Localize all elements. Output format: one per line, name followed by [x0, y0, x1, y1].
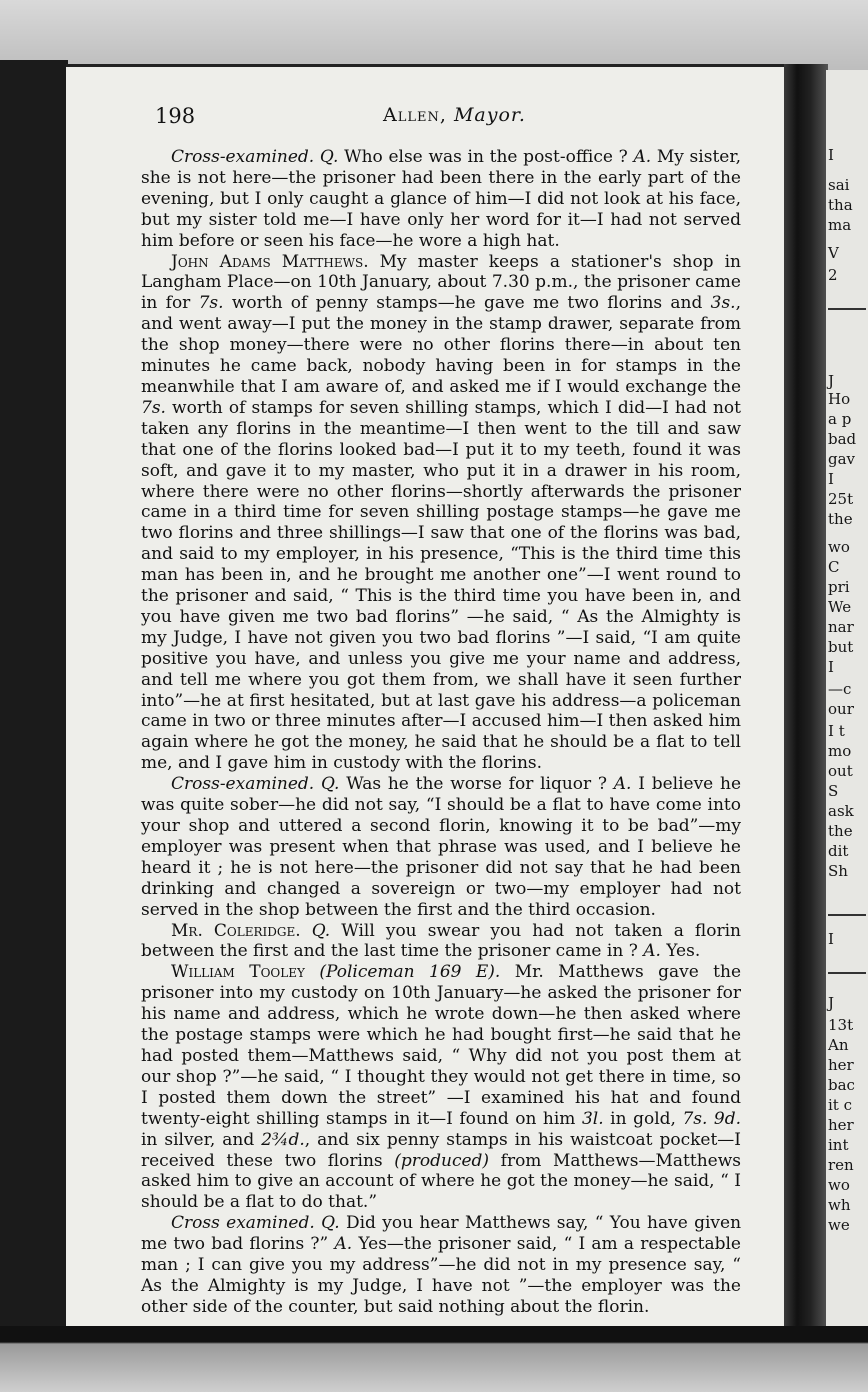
facing-page-fragment: wh	[828, 1196, 851, 1214]
answer-marker: A.	[613, 774, 632, 795]
answer-text: I believe he was quite sober—he did not say, “I should be a flat to have come into your shop and uttered a second florin, knowing it to be bad”—my employer was present when that phrase was used, and I believe he heard it ; he is not here—the prisoner did not say that he had been drinking and changed a sovereign or two—my employer had not served in the shop between the first and the third occasion.	[141, 774, 742, 920]
facing-page-rule	[828, 914, 866, 916]
question-text: Who else was in the post-office ?	[338, 147, 634, 167]
cross-examined-label: Cross-examined.	[171, 774, 315, 795]
facing-page-rule	[828, 972, 866, 974]
testimony-text: from Matthews—Matthews asked him to give an account of where he got the money—he said, “ I should be a flat to do that.”	[141, 1150, 742, 1213]
paragraph-cross-exam-3	[141, 1213, 741, 1318]
facing-page-fragment: ren	[828, 1156, 854, 1174]
scan-left-edge	[0, 60, 68, 1330]
facing-page-fragment: 2	[828, 266, 838, 284]
facing-page-fragment: C	[828, 558, 840, 576]
money-amount: 7s.	[141, 397, 166, 418]
facing-page-fragment: a p	[828, 410, 852, 428]
facing-page-fragment: but	[828, 638, 854, 656]
facing-page-fragment: our	[828, 700, 854, 718]
facing-page-fragment: wo	[828, 538, 850, 556]
witness-role: (Policeman 169 E).	[319, 962, 501, 983]
question-marker: Q.	[321, 1213, 340, 1234]
facing-page-fragment: ask	[828, 802, 854, 820]
facing-page-fragment: pri	[828, 578, 850, 596]
answer-text: Yes—the prisoner said, “ I am a respectable man ; I can give you my address”—he did not in my presence say, “ As the Almighty is my Judge, I have not ”—the employer was the other side of the counter, but said nothing about the florin.	[141, 1234, 741, 1317]
question-text: Was he the worse for liquor ?	[339, 774, 614, 795]
facing-page-fragment: we	[828, 1216, 850, 1234]
facing-page-fragment: her	[828, 1056, 854, 1074]
facing-page-fragment: the	[828, 510, 853, 528]
question-text: Will you swear you had not taken a florin between the first and the last time the prisoner came in ?	[141, 920, 741, 962]
facing-page-fragment: bac	[828, 1076, 855, 1094]
facing-page-fragment: I	[828, 146, 834, 164]
facing-page-fragment: An	[828, 1036, 849, 1054]
facing-page-fragment: V	[828, 244, 839, 262]
counsel-name: Mr. Coleridge.	[171, 920, 301, 941]
facing-page-fragment: out	[828, 762, 853, 780]
testimony-text: , and six penny stamps in his waistcoat pocket—I received these two florins	[141, 1129, 741, 1171]
testimony-text: worth of stamps for seven shilling stamps, which I did—I had not taken any florins in the meantime—I then went to the till and saw that one of the florins looked bad—I put it to my teeth, found it was soft, and gave it to my master, who put it in a drawer in his room, where there were no other florins—shortly afterwards the prisoner came in a third time for seven shilling postage stamps—he gave me two florins and three shillings—I saw that one of the florins was bad, and said to my employer, in his presence, “This is the third time this man has been in, and he brought me another one”—I went round to the prisoner and said, “ This is the third time you have been in, and you have given me two bad florins” —he said, “ As the Almighty is my Judge, I have not given you two bad florins ”—I said, “I am quite positive you have, and unless you give me your name and address, and tell me where you got them from, we shall have it seen further into”—he at first hesitated, but at last gave his address—a policeman came in two or three minutes after—I accused him—I then asked him again where he got the money, he said that he should be a flat to tell me, and I gave him in custody with the florins.	[141, 397, 741, 774]
facing-page-fragment: J	[828, 372, 835, 390]
running-head-title: Mayor.	[453, 104, 526, 126]
cross-examined-label: Cross-examined.	[171, 147, 315, 167]
testimony-text: My master keeps a stationer's shop in Langham Place—on 10th January, about 7.30 p.m., the prisoner came in for	[141, 251, 741, 314]
paragraph-matthews-testimony	[141, 252, 741, 775]
facing-page-fragment: S	[828, 782, 839, 800]
running-head	[383, 104, 526, 126]
facing-page-fragment: —c	[828, 680, 852, 698]
facing-page-fragment: it c	[828, 1096, 852, 1114]
answer-marker: A.	[643, 941, 661, 962]
answer-marker: A.	[633, 147, 652, 167]
question-marker: Q.	[320, 774, 340, 795]
money-amount: 3l.	[581, 1108, 604, 1129]
facing-page-fragment: the	[828, 822, 853, 840]
paragraph-coleridge-question	[141, 921, 741, 963]
paragraph-tooley-testimony	[141, 962, 741, 1213]
facing-page-fragment: her	[828, 1116, 854, 1134]
scan-bottom-margin	[0, 1326, 868, 1392]
facing-page-fragment: sai	[828, 176, 850, 194]
page-number: 198	[155, 104, 196, 128]
facing-page-fragment: We	[828, 598, 852, 616]
facing-page-fragment: I t	[828, 722, 845, 740]
facing-page-rule	[828, 308, 866, 310]
testimony-text: Mr. Matthews gave the prisoner into my custody on 10th January—he asked the prisoner for his name and address, which he wrote down—he then asked where the postage stamps were which he had bought first—he said that he had posted them—Matthews said, “ Why did not you post them at our shop ?”—he said, “ I thought they would not get there in time, so I posted them down the street” —I examined his hat and found twenty-eight shilling stamps in it—I found on him	[141, 962, 742, 1129]
running-head-name: Allen,	[383, 104, 447, 126]
facing-page-fragment: I	[828, 658, 834, 676]
produced-note: (produced)	[394, 1150, 490, 1171]
witness-name: William Tooley	[171, 962, 305, 983]
facing-page-fragment: ma	[828, 216, 852, 234]
facing-page-fragment: 13t	[828, 1016, 854, 1034]
money-amount: 7s.	[198, 293, 224, 314]
scan-top-margin	[0, 0, 868, 70]
answer-marker: A.	[334, 1234, 353, 1255]
money-amount: 7s. 9d.	[682, 1108, 742, 1129]
answer-text: Yes.	[660, 941, 701, 962]
answer-text: My sister, she is not here—the prisoner had been there in the early part of the evening, but I only caught a glance of him—I did not look at his face, but my sister told me—I have only her word for it—I had not served him before or seen his face—he wore a high hat.	[141, 147, 741, 251]
testimony-text: worth of penny stamps—he gave me two florins and	[223, 293, 711, 314]
testimony-text: in silver, and	[141, 1129, 262, 1150]
question-marker: Q.	[319, 147, 339, 167]
question-marker: Q.	[311, 920, 331, 941]
facing-page-fragment: int	[828, 1136, 849, 1154]
facing-page-edge	[826, 70, 868, 1326]
facing-page-fragment: tha	[828, 196, 853, 214]
facing-page-fragment: 25t	[828, 490, 854, 508]
facing-page-fragment: bad	[828, 430, 857, 448]
facing-page-fragment: dit	[828, 842, 849, 860]
book-gutter	[784, 64, 828, 1326]
facing-page-fragment: J	[828, 994, 835, 1012]
facing-page-fragment: I	[828, 470, 834, 488]
facing-page-fragment: Ho	[828, 390, 851, 408]
question-text: Did you hear Matthews say, “ You have given me two bad florins ?”	[141, 1213, 742, 1255]
page-header	[155, 104, 745, 132]
page-body	[141, 147, 741, 1318]
money-amount: 3s.	[710, 293, 736, 314]
paragraph-cross-exam-1	[141, 147, 741, 252]
testimony-text: in gold,	[603, 1108, 683, 1129]
facing-page-fragment: gav	[828, 450, 856, 468]
witness-name: John Adams Matthews.	[171, 251, 369, 272]
cross-examined-label: Cross examined.	[171, 1213, 315, 1234]
facing-page-fragment: wo	[828, 1176, 850, 1194]
testimony-text: , and went away—I put the money in the stamp drawer, separate from the shop money—there were no other florins there—in about ten minutes he came back, nobody having been in for stamps in the meanwhile that I am aware of, and asked me if I would exchange the	[141, 293, 741, 397]
facing-page-fragment: I	[828, 930, 834, 948]
paragraph-cross-exam-2	[141, 774, 741, 920]
facing-page-fragment: nar	[828, 618, 854, 636]
money-amount: 2¾d.	[261, 1129, 305, 1150]
facing-page-fragment: mo	[828, 742, 852, 760]
facing-page-fragment: Sh	[828, 862, 848, 880]
